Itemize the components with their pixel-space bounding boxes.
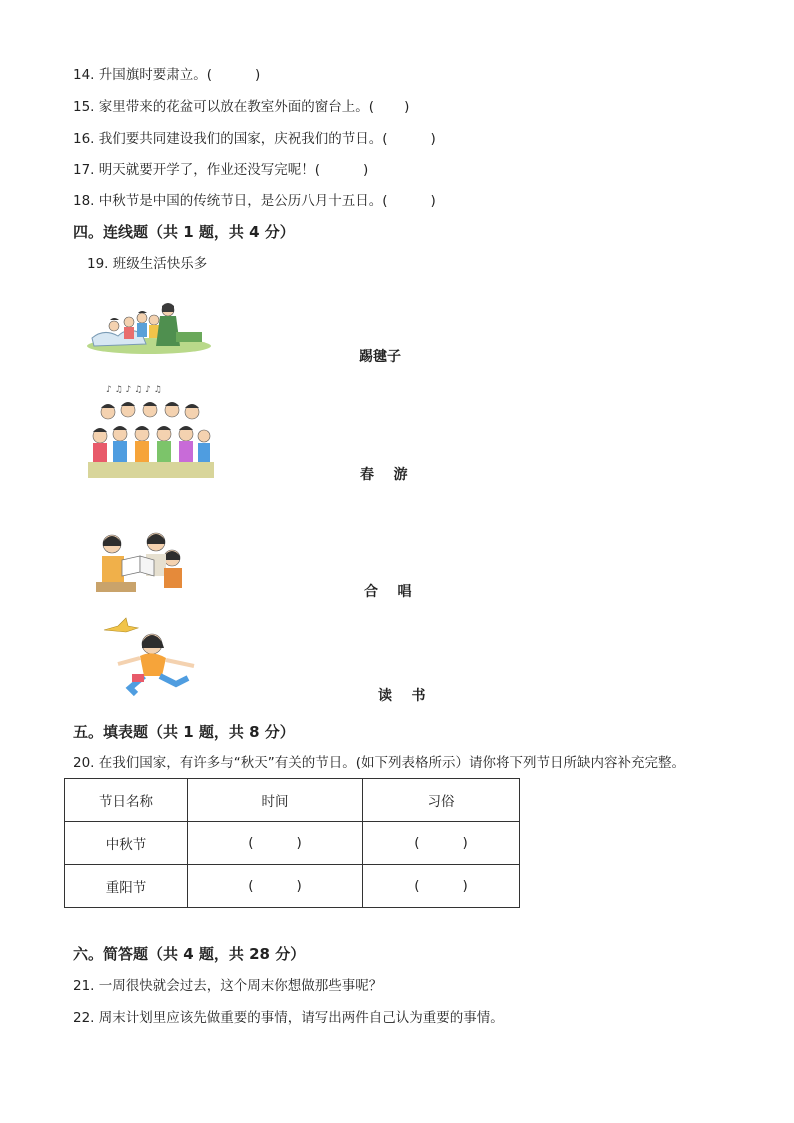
question-21: 21. 一周很快就会过去，这个周末你想做那些事呢？ bbox=[73, 978, 383, 994]
question-16: 16. 我们要共同建设我们的国家，庆祝我们的节日。( ) bbox=[73, 131, 436, 147]
question-14: 14. 升国旗时要肃立。( ) bbox=[73, 67, 261, 83]
table-header-cell: 节日名称 bbox=[65, 779, 188, 822]
table-cell: 中秋节 bbox=[65, 822, 188, 865]
table-header-row bbox=[65, 779, 520, 822]
table-header-cell: 习俗 bbox=[363, 779, 520, 822]
section-6-title: 六。简答题（共 4 题，共 28 分） bbox=[73, 945, 306, 963]
svg-text:♪ ♫ ♪ ♫ ♪ ♫: ♪ ♫ ♪ ♫ ♪ ♫ bbox=[106, 385, 162, 395]
table-row bbox=[65, 822, 520, 865]
match-label-2: 春 游 bbox=[360, 467, 408, 483]
spring-outing-illustration bbox=[84, 298, 214, 356]
table-cell: ( ) bbox=[363, 865, 520, 908]
section-4-title: 四。连线题（共 1 题，共 4 分） bbox=[73, 223, 295, 241]
table-cell: ( ) bbox=[188, 822, 363, 865]
table-cell: ( ) bbox=[188, 865, 363, 908]
question-15: 15. 家里带来的花盆可以放在教室外面的窗台上。( ) bbox=[73, 99, 410, 115]
shuttlecock-illustration bbox=[100, 614, 206, 702]
table-cell: 重阳节 bbox=[65, 865, 188, 908]
table-cell: ( ) bbox=[363, 822, 520, 865]
question-19: 19. 班级生活快乐多 bbox=[87, 256, 208, 272]
match-label-1: 踢毽子 bbox=[359, 349, 401, 365]
question-20: 20. 在我们国家，有许多与“秋天”有关的节日。(如下列表格所示）请你将下列节日所缺内容补充完整。 bbox=[73, 755, 686, 771]
question-17: 17. 明天就要开学了，作业还没写完呢！( ) bbox=[73, 162, 369, 178]
table-row bbox=[65, 865, 520, 908]
match-label-3: 合 唱 bbox=[364, 584, 412, 600]
reading-illustration bbox=[94, 530, 190, 594]
question-18: 18. 中秋节是中国的传统节日，是公历八月十五日。( ) bbox=[73, 193, 436, 209]
section-5-title: 五。填表题（共 1 题，共 8 分） bbox=[73, 723, 295, 741]
choir-illustration bbox=[88, 380, 214, 480]
festival-table bbox=[64, 778, 520, 908]
table-header-cell: 时间 bbox=[188, 779, 363, 822]
match-label-4: 读 书 bbox=[378, 688, 426, 704]
question-22: 22. 周末计划里应该先做重要的事情，请写出两件自己认为重要的事情。 bbox=[73, 1010, 504, 1026]
